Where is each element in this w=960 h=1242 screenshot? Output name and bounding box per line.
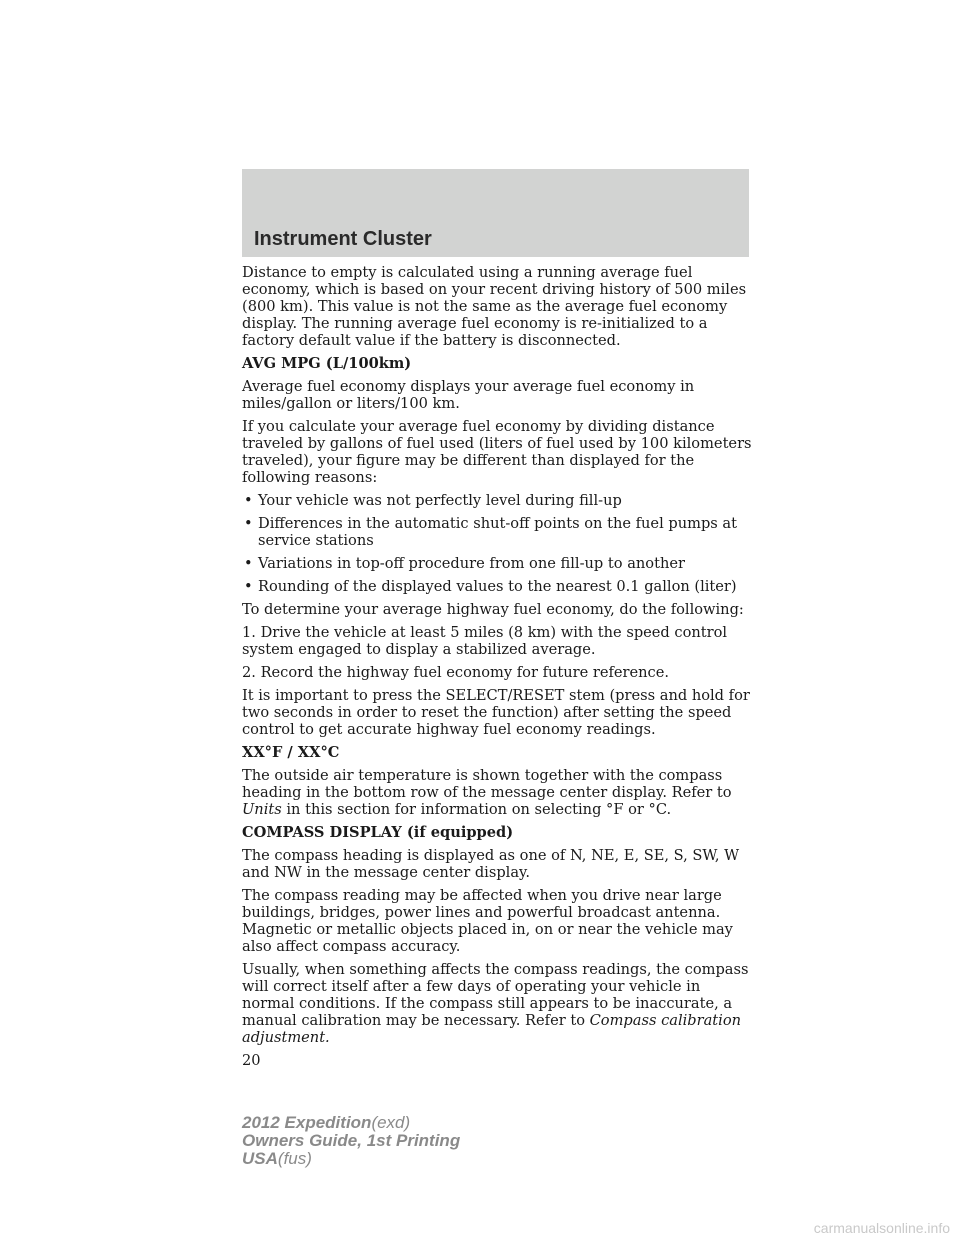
list-item: • Differences in the automatic shut-off points on the fuel pumps at service stations	[242, 515, 752, 549]
paragraph-compass-calibration	[242, 961, 752, 1046]
list-item: • Your vehicle was not perfectly level during fill-up	[242, 492, 752, 509]
paragraph-calculate-reasons: If you calculate your average fuel economy by dividing distance traveled by gallons of fuel used (liters of fuel used by 100 kilometers traveled), your figure may be different than displayed for the following reasons:	[242, 418, 752, 486]
footer-line-1	[242, 1114, 460, 1132]
paragraph-step-1: 1. Drive the vehicle at least 5 miles (8 km) with the speed control system engaged to display a stabilized average.	[242, 624, 728, 658]
text: (exd)	[371, 1113, 411, 1132]
text: The outside air temperature is shown together with the compass heading in the bottom row of the message center display. Refer to	[242, 767, 732, 801]
heading-avg-mpg: AVG MPG (L/100km)	[242, 355, 412, 372]
text: 2012 Expedition	[242, 1113, 372, 1132]
paragraph-select-reset: It is important to press the SELECT/RESET stem (press and hold for two seconds in order to reset the function) after setting the speed control to get accurate highway fuel economy readings.	[242, 687, 750, 738]
paragraph-compass-accuracy: The compass reading may be affected when you drive near large buildings, bridges, power lines and powerful broadcast antenna. Magnetic or metallic objects placed in, on or near the vehicle may also affect compass accuracy.	[242, 887, 733, 955]
footer-line-2: Owners Guide, 1st Printing	[242, 1131, 461, 1150]
text: USA	[242, 1149, 278, 1168]
section-title: Instrument Cluster	[254, 228, 432, 250]
watermark: carmanualsonline.info	[813, 1220, 950, 1236]
page-content	[242, 264, 752, 1069]
heading-compass-display: COMPASS DISPLAY (if equipped)	[242, 824, 514, 841]
paragraph-distance-to-empty: Distance to empty is calculated using a running average fuel economy, which is based on your recent driving history of 500 miles (800 km). This value is not the same as the average fuel economy display. The running average fuel economy is re-initialized to a factory default value if the battery is disconnected.	[242, 264, 747, 349]
paragraph-compass-heading: The compass heading is displayed as one of N, NE, E, SE, S, SW, W and NW in the message center display.	[242, 847, 740, 881]
text: Usually, when something affects the compass readings, the compass will correct itself after a few days of operating your vehicle in normal conditions. If the compass still appears to be inaccurate, a manual calibration may be necessary. Refer to	[242, 961, 749, 1029]
paragraph-outside-temp	[242, 767, 752, 818]
list-item: • Rounding of the displayed values to the nearest 0.1 gallon (liter)	[242, 578, 752, 595]
footer-line-3	[242, 1150, 460, 1168]
units-reference: Units	[242, 801, 282, 818]
paragraph-avg-fuel-economy: Average fuel economy displays your average fuel economy in miles/gallon or liters/100 km.	[242, 378, 695, 412]
paragraph-step-2: 2. Record the highway fuel economy for future reference.	[242, 664, 670, 681]
page-number: 20	[242, 1052, 261, 1069]
document-footer	[242, 1114, 460, 1168]
reasons-list	[242, 492, 752, 595]
text: in this section for information on selecting °F or °C.	[281, 801, 672, 818]
text: (fus)	[277, 1149, 312, 1168]
section-header-band	[242, 169, 749, 257]
heading-temperature: XX°F / XX°C	[242, 744, 340, 761]
list-item: • Variations in top-off procedure from one fill-up to another	[242, 555, 752, 572]
paragraph-highway-intro: To determine your average highway fuel economy, do the following:	[242, 601, 744, 618]
compass-calibration-reference: Compass calibration adjustment.	[242, 1012, 742, 1046]
